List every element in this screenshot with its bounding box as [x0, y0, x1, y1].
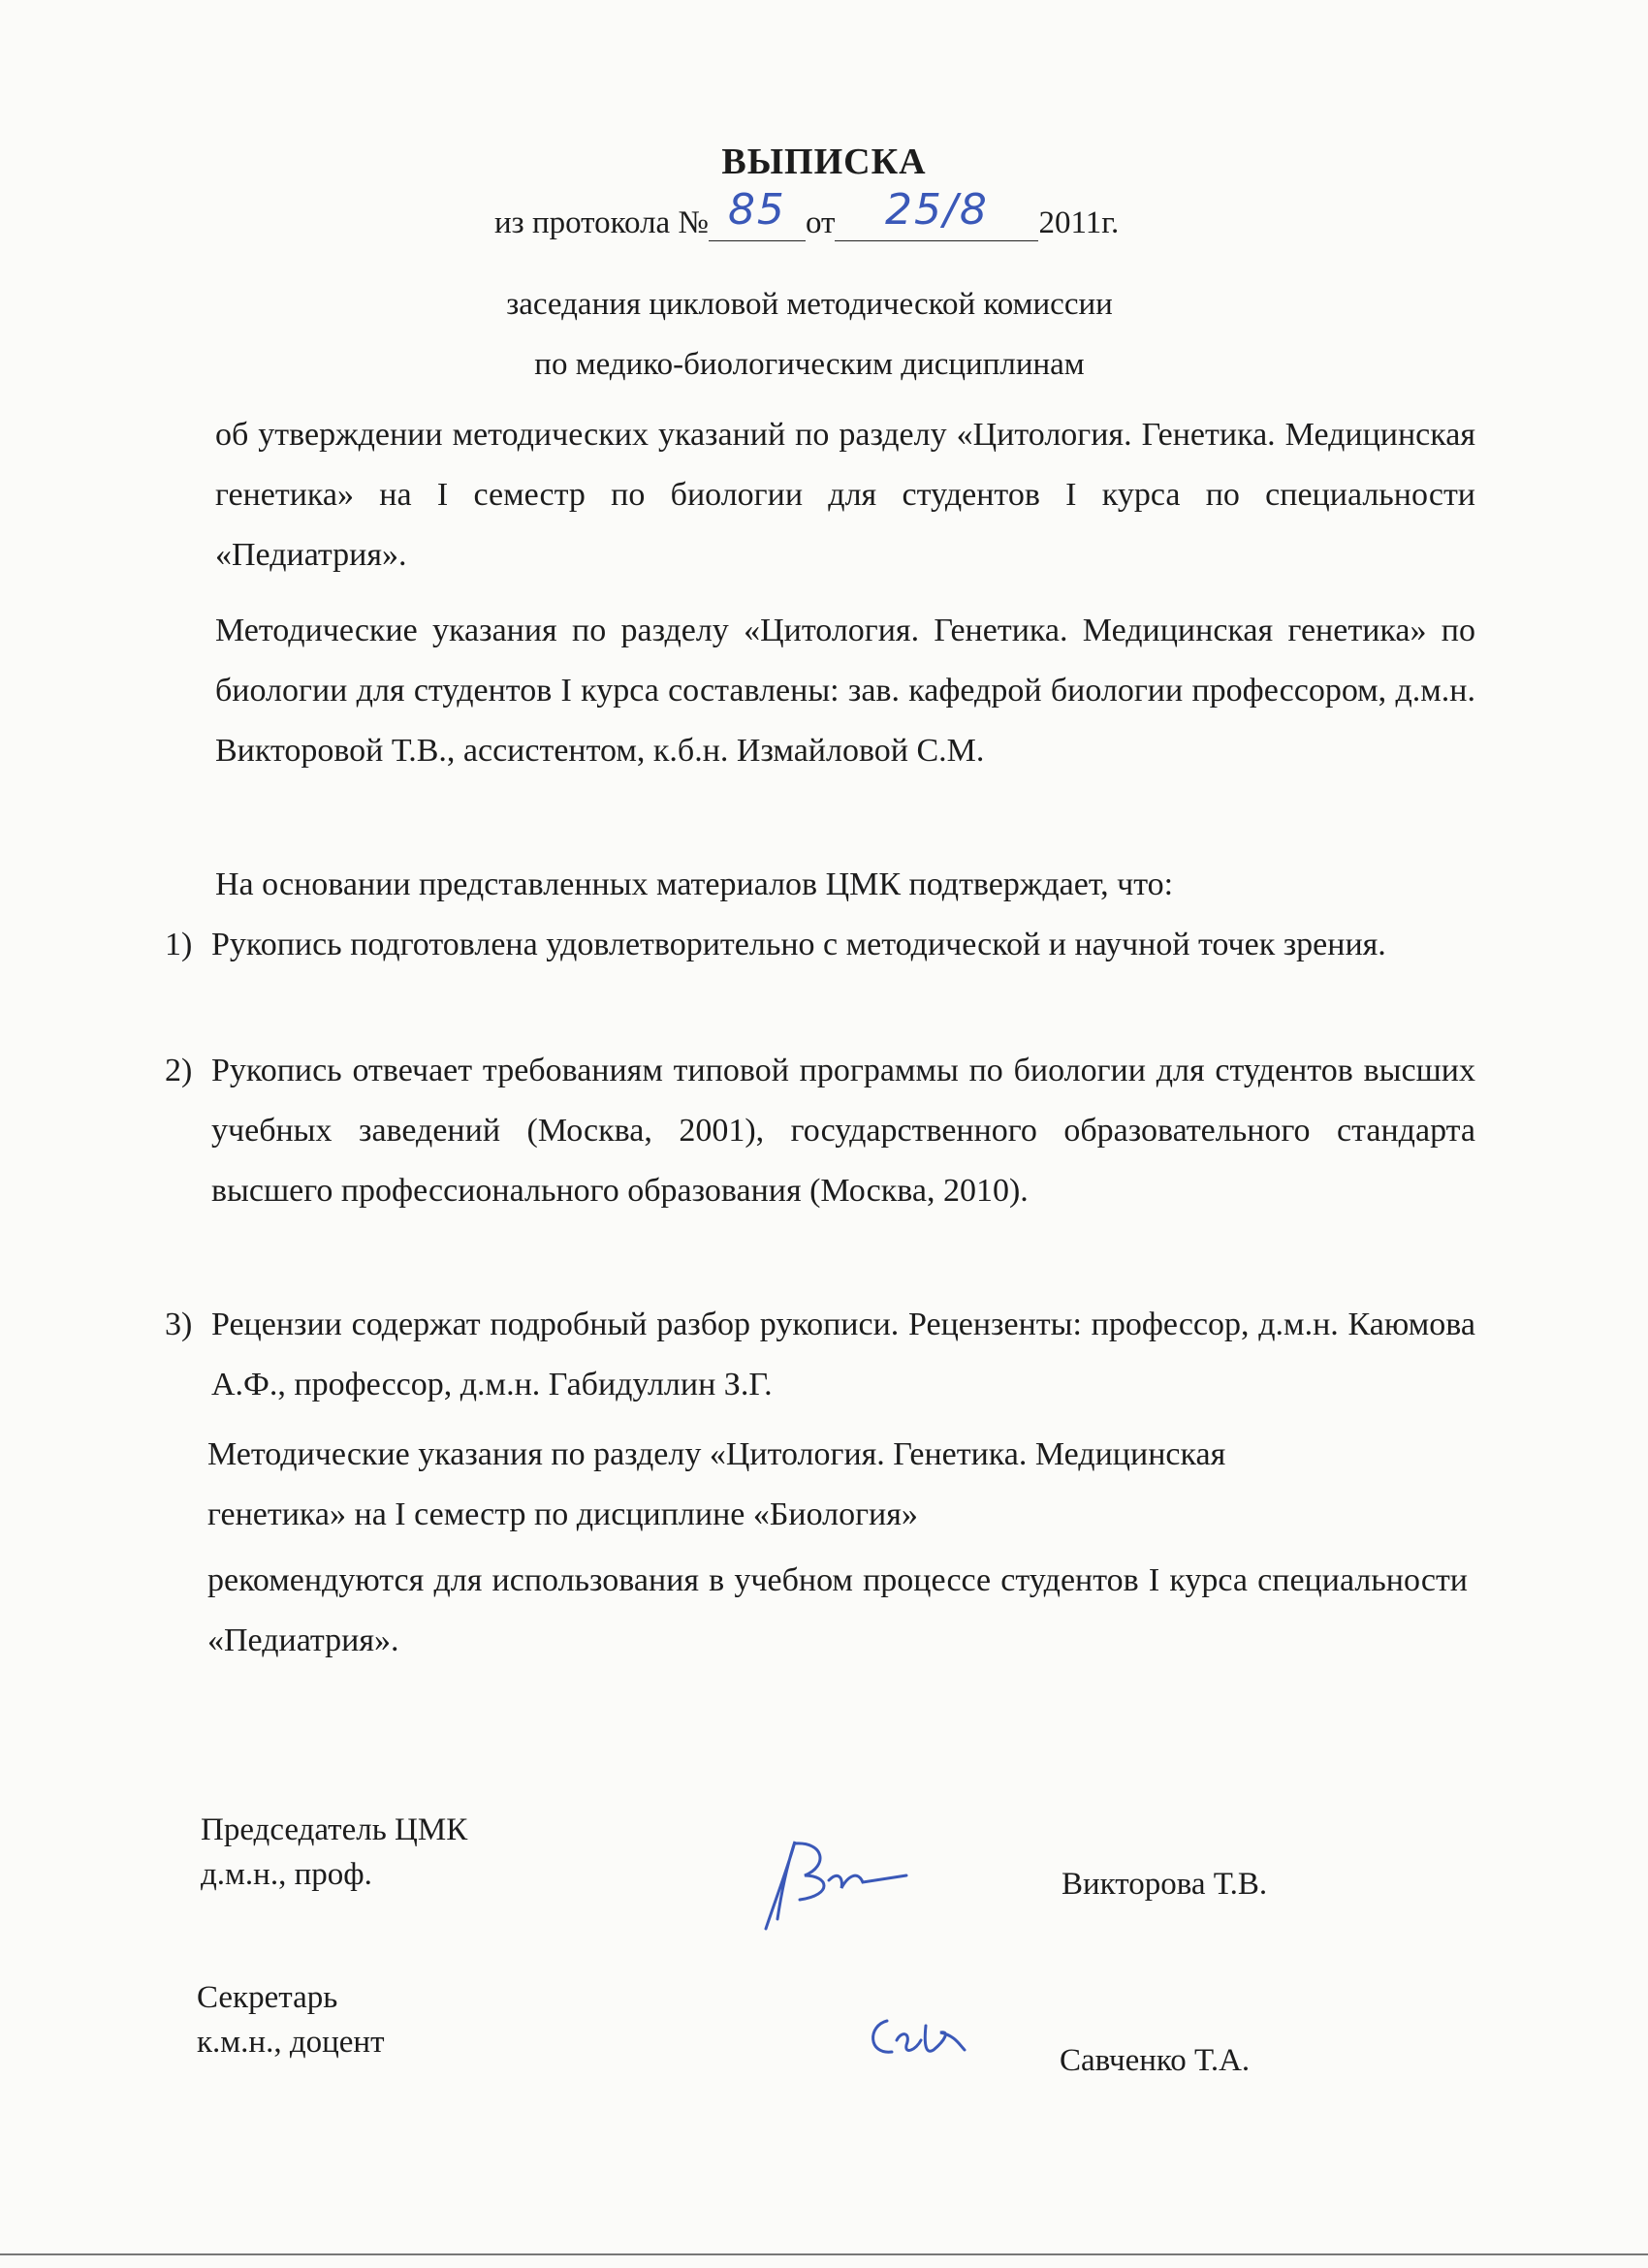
secretary-name: Савченко Т.А.	[1060, 2043, 1251, 2078]
protocol-prefix: из протокола №	[494, 205, 709, 240]
protocol-from-word: от	[805, 205, 836, 240]
chair-signature-block	[201, 1808, 467, 1897]
chair-degree: д.м.н., проф.	[201, 1857, 372, 1892]
scan-edge-line	[0, 2253, 1648, 2255]
item-number: 2)	[165, 1053, 193, 1088]
protocol-date-field	[835, 185, 1038, 241]
heading-line-2: по медико-биологическим дисциплинам	[534, 347, 1085, 382]
chair-name: Викторова Т.В.	[1062, 1867, 1268, 1902]
paragraph-authors: Методические указания по разделу «Цитология. Генетика. Медицинская генетика» по биологии для студентов I курса составлены: зав. кафедрой биологии профессором, д.м.н. Викторовой Т.В., ассистентом, к.б.н. Измайловой С.М.	[215, 613, 1475, 769]
protocol-number-field	[709, 185, 806, 241]
item-text: Рецензии содержат подробный разбор рукописи. Рецензенты: профессор, д.м.н. Каюмова А.Ф., профессор, д.м.н. Габидуллин З.Г.	[211, 1307, 1475, 1402]
paragraph-subject: об утверждении методических указаний по разделу «Цитология. Генетика. Медицинская генетика» на I семестр по биологии для студентов I курса по специальности «Педиатрия».	[215, 417, 1475, 573]
secretary-signature-block	[197, 1975, 385, 2064]
closing-paragraph-recommendation: рекомендуются для использования в учебном процессе студентов I курса специальности «Педиатрия».	[207, 1562, 1468, 1658]
protocol-number-handwritten: 85	[727, 185, 786, 235]
document-title: ВЫПИСКА	[721, 142, 927, 182]
protocol-date-handwritten: 25/8	[885, 185, 989, 235]
chair-role: Председатель ЦМК	[201, 1812, 468, 1847]
numbered-item	[165, 915, 1475, 975]
numbered-item	[165, 1041, 1475, 1221]
item-text: Рукопись отвечает требованиям типовой программы по биологии для студентов высших учебных заведений (Москва, 2001), государственного образовательного стандарта высшего профессионального образования (Москва, 2010).	[211, 1053, 1475, 1209]
secretary-role: Секретарь	[197, 1980, 338, 2015]
item-text: Рукопись подготовлена удовлетворительно с методической и научной точек зрения.	[211, 927, 1386, 962]
closing-paragraph-title: Методические указания по разделу «Цитология. Генетика. Медицинская генетика» на I семестр по дисциплине «Биология»	[207, 1436, 1226, 1532]
paragraph-basis: На основании представленных материалов ЦМК подтверждает, что:	[215, 866, 1174, 902]
secretary-degree: к.м.н., доцент	[197, 2025, 385, 2060]
protocol-line	[494, 185, 1231, 241]
numbered-item	[165, 1295, 1475, 1415]
heading-line-1: заседания цикловой методической комиссии	[506, 287, 1113, 322]
item-number: 1)	[165, 927, 193, 962]
item-number: 3)	[165, 1307, 193, 1342]
protocol-year: 2011г.	[1038, 205, 1120, 240]
